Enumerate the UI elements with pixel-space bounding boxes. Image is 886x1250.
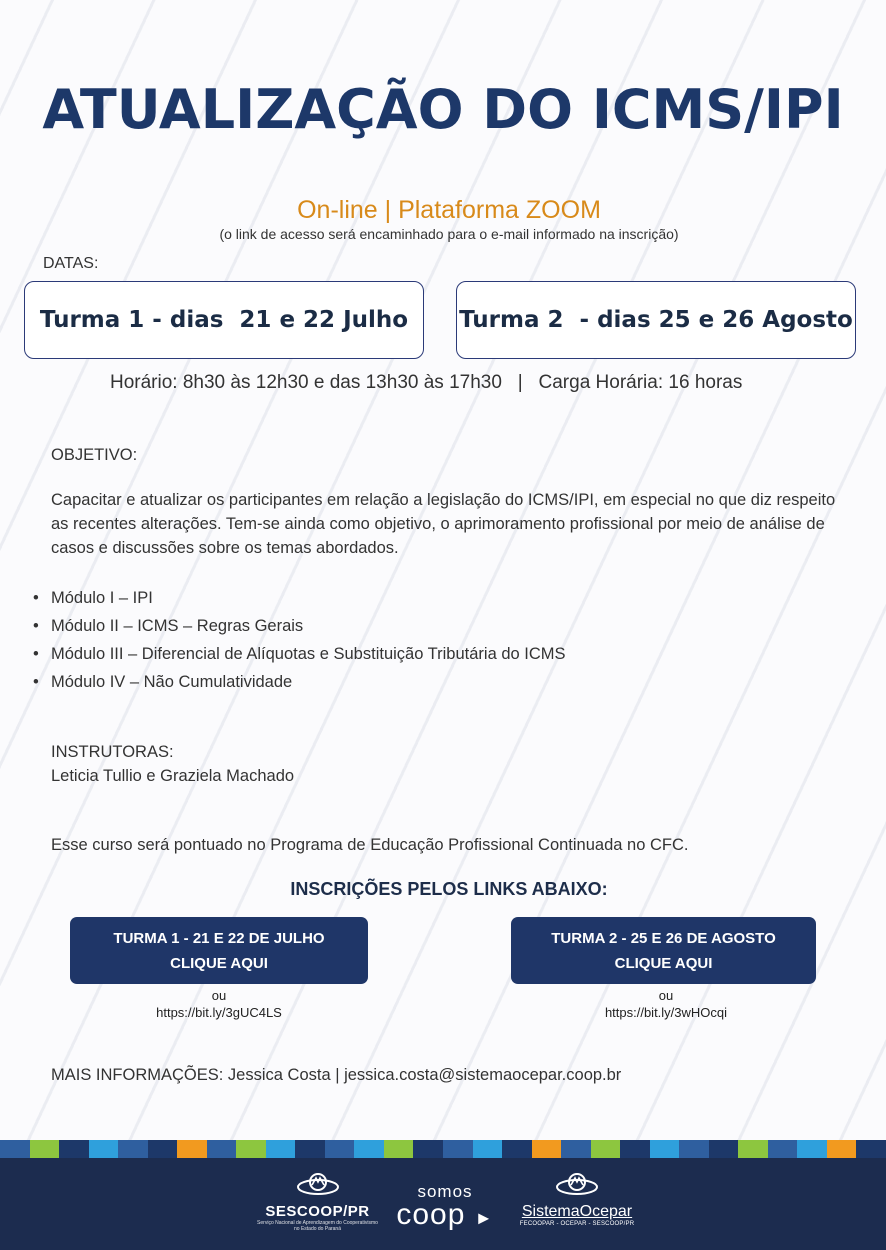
stripe-segment [620, 1140, 650, 1158]
play-icon: ► [474, 1208, 494, 1228]
module-label: Módulo III – Diferencial de Alíquotas e Substituição Tributária do ICMS [51, 645, 566, 663]
register-turma2-button[interactable] [511, 917, 816, 984]
bullet-icon: • [33, 589, 39, 607]
stripe-segment [709, 1140, 739, 1158]
somoscoop-logo-word: coop [396, 1198, 466, 1231]
turma2-date-text: Turma 2 - dias 25 e 26 Agosto [459, 307, 853, 333]
turma2-date-box [456, 281, 856, 359]
list-item [33, 586, 566, 614]
bullet-icon: • [33, 673, 39, 691]
module-label: Módulo II – ICMS – Regras Gerais [51, 617, 304, 635]
button-label-line1: TURMA 1 - 21 E 22 DE JULHO [113, 929, 325, 947]
stripe-segment [0, 1140, 30, 1158]
button-label-line1: TURMA 2 - 25 E 26 DE AGOSTO [551, 929, 776, 947]
button-label-line2: CLIQUE AQUI [170, 954, 268, 972]
turma1-short-link[interactable]: https://bit.ly/3gUC4LS [156, 1005, 282, 1020]
registration-heading: INSCRIÇÕES PELOS LINKS ABAIXO: [290, 879, 608, 899]
access-note: (o link de acesso será encaminhado para o e-mail informado na inscrição) [219, 226, 679, 242]
somoscoop-logo-bottom [395, 1198, 495, 1231]
stripe-segment [266, 1140, 296, 1158]
turma2-short-link[interactable]: https://bit.ly/3wHOcqi [604, 1005, 728, 1020]
objective-text: Capacitar e atualizar os participantes em relação a legislação do ICMS/IPI, em especial no que diz respeito as recentes alterações. Tem-se ainda como objetivo, o aprimoramento profissional por meio de análise de casos e discussões sobre os temas abordados. [51, 491, 836, 557]
schedule-text: Horário: 8h30 às 12h30 e das 13h30 às 17h30 | Carga Horária: 16 horas [110, 372, 743, 393]
module-label: Módulo IV – Não Cumulatividade [51, 673, 293, 691]
ocepar-logo-tagline: FECOOPAR - OCEPAR - SESCOOP/PR [519, 1221, 635, 1227]
stripe-segment [148, 1140, 178, 1158]
module-list [33, 586, 566, 698]
or-text: ou [658, 988, 674, 1003]
list-item [33, 614, 566, 642]
color-stripe [0, 1140, 886, 1158]
cfc-note: Esse curso será pontuado no Programa de Educação Profissional Continuada no CFC. [51, 836, 689, 854]
stripe-segment [827, 1140, 857, 1158]
somoscoop-logo [395, 1182, 495, 1231]
sescoop-logo [255, 1172, 380, 1232]
stripe-segment [679, 1140, 709, 1158]
stripe-segment [532, 1140, 562, 1158]
dates-label: DATAS: [43, 255, 99, 272]
ocepar-logo-name: SistemaOcepar [521, 1203, 633, 1220]
stripe-segment [502, 1140, 532, 1158]
stripe-segment [591, 1140, 621, 1158]
bullet-icon: • [33, 617, 39, 635]
turma1-date-text: Turma 1 - dias 21 e 22 Julho [39, 307, 409, 333]
instructors-names: Leticia Tullio e Graziela Machado [51, 767, 295, 785]
stripe-segment [59, 1140, 89, 1158]
stripe-segment [89, 1140, 119, 1158]
stripe-segment [768, 1140, 798, 1158]
sescoop-emblem-icon [295, 1172, 341, 1198]
page-title: ATUALIZAÇÃO DO ICMS/IPI [42, 78, 844, 141]
list-item [33, 670, 566, 698]
bullet-icon: • [33, 645, 39, 663]
stripe-segment [325, 1140, 355, 1158]
stripe-segment [207, 1140, 237, 1158]
instructors-label: INSTRUTORAS: [51, 743, 174, 761]
stripe-segment [797, 1140, 827, 1158]
list-item [33, 642, 566, 670]
contact-info: MAIS INFORMAÇÕES: Jessica Costa | jessica.costa@sistemaocepar.coop.br [51, 1066, 622, 1084]
stripe-segment [354, 1140, 384, 1158]
or-text: ou [211, 988, 227, 1003]
ocepar-logo [512, 1172, 642, 1227]
objective-label: OBJETIVO: [51, 446, 138, 464]
stripe-segment [443, 1140, 473, 1158]
stripe-segment [177, 1140, 207, 1158]
stripe-segment [295, 1140, 325, 1158]
stripe-segment [856, 1140, 886, 1158]
sescoop-logo-tagline: Serviço Nacional de Aprendizagem do Cooperativismo no Estado do Paraná [257, 1220, 378, 1232]
turma1-date-box [24, 281, 424, 359]
module-label: Módulo I – IPI [51, 589, 153, 607]
stripe-segment [118, 1140, 148, 1158]
stripe-segment [650, 1140, 680, 1158]
stripe-segment [473, 1140, 503, 1158]
stripe-segment [413, 1140, 443, 1158]
register-turma1-button[interactable] [70, 917, 368, 984]
button-label-line2: CLIQUE AQUI [614, 954, 713, 972]
somoscoop-logo-top: somos [417, 1182, 473, 1201]
stripe-segment [384, 1140, 414, 1158]
stripe-segment [236, 1140, 266, 1158]
platform-subtitle: On-line | Plataforma ZOOM [297, 196, 601, 224]
stripe-segment [561, 1140, 591, 1158]
stripe-segment [738, 1140, 768, 1158]
stripe-segment [30, 1140, 60, 1158]
sescoop-logo-name: SESCOOP/PR [265, 1203, 370, 1220]
ocepar-emblem-icon [554, 1172, 600, 1198]
